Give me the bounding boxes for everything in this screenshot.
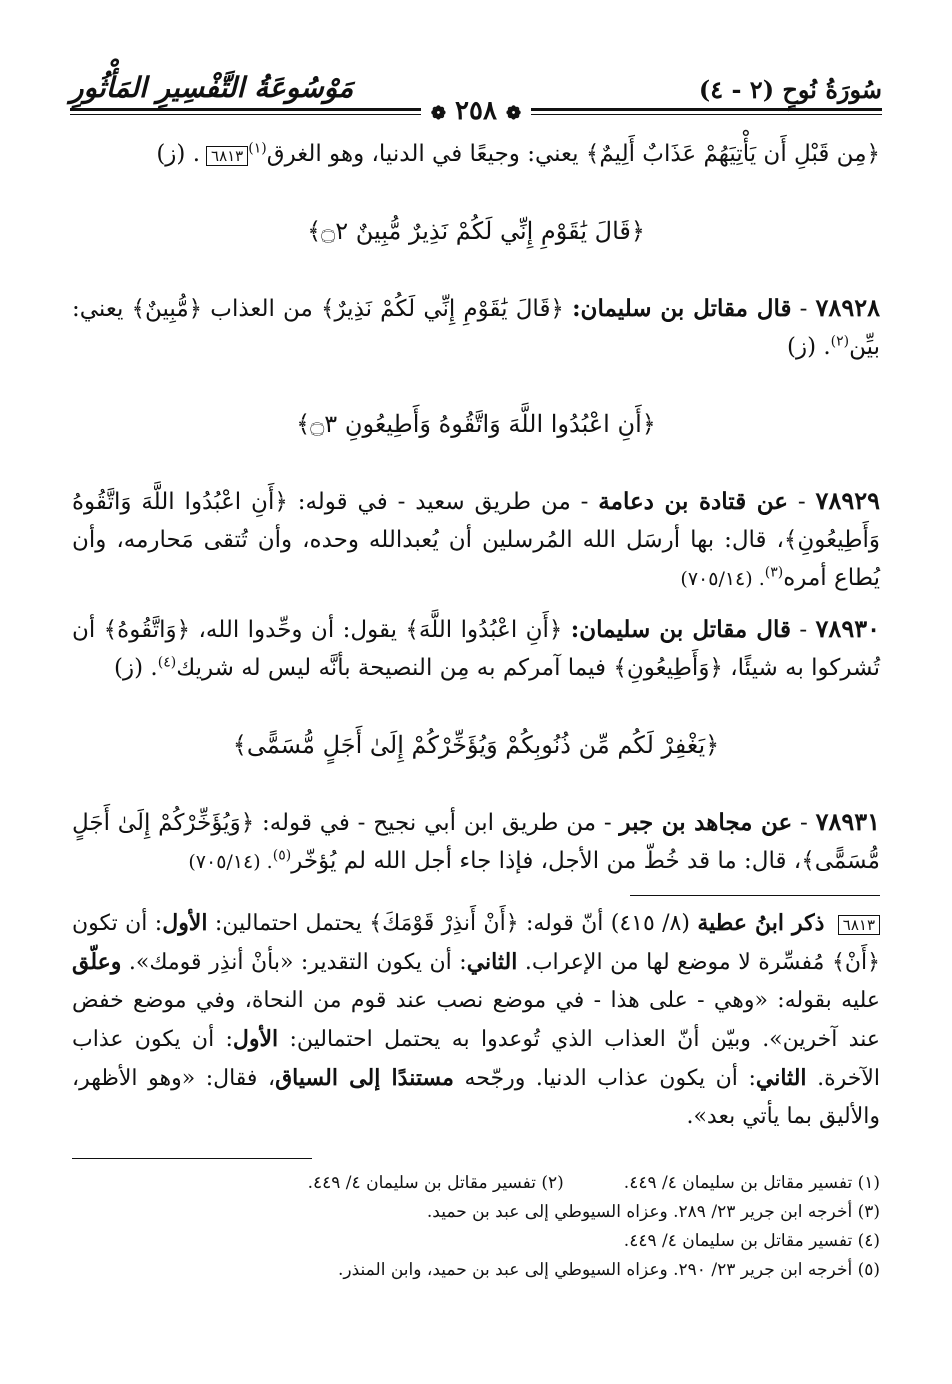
source-mark: . (٧٠٥/١٤) — [188, 851, 273, 873]
footnote-3: (٣) أخرجه ابن جرير ٢٣/ ٢٨٩. وعزاه السيوطي إلى عبد بن حميد. — [426, 1202, 880, 1222]
comment-ref-box[interactable]: ٦٨١٣ — [206, 146, 248, 166]
narration-text: ﴿قَالَ يَٰقَوْمِ إِنِّي لَكُمْ نَذِيرٌ﴾ من العذاب ﴿مُّبِينٌ﴾ يعني: بيِّن — [72, 296, 880, 360]
page-number: ٢٥٨ — [455, 96, 497, 126]
comment-reason: مستندًا إلى السياق — [275, 1065, 454, 1091]
comment-label-first: الأول — [232, 1026, 279, 1052]
footnote-ref[interactable]: (١) — [248, 140, 267, 157]
comment-text: : أن يكون عذاب الآخرة. — [72, 1027, 880, 1091]
source-mark: . (٧٠٥/١٤) — [680, 568, 765, 590]
narration-78930: ٧٨٩٣٠ - قال مقاتل بن سليمان: ﴿أَنِ اعْبُدُوا اللَّهَ﴾ يقول: أن وحِّدوا الله، ﴿وَاتَّقُوهُ﴾ أن تُشركوا به شيئًا، ﴿وَأَطِيعُونِ﴾ فيما آمركم به مِن النصيحة بأنَّه ليس له شريك$^{(٤)}$. (ز) — [72, 614, 880, 681]
series-title: مَوْسُوعَةُ التَّفْسِيرِ المَأْثُورِ — [70, 71, 354, 104]
comment-label-first: الأول — [162, 910, 208, 936]
narrator-name: قال مقاتل بن سليمان: — [570, 616, 791, 643]
intro-paragraph — [72, 135, 880, 173]
comment-text: عليه بقوله: «وهي - على هذا - في موضع نصب عند قوم من النحاة، وفي موضع خفض عند آخرين». وبيّن أنّ العذاب الذي تُوعدوا به يحتمل احتمالين: — [72, 988, 880, 1052]
page-header — [70, 70, 882, 126]
source-mark: . (ز) — [156, 141, 201, 167]
footnote-5: (٥) أخرجه ابن جرير ٢٣/ ٢٩٠. وعزاه السيوطي إلى عبد بن حميد، وابن المنذر. — [338, 1260, 880, 1280]
footnote-ref[interactable]: (٣) — [764, 564, 784, 581]
comment-lead: ذكر ابنُ عطية — [697, 910, 825, 936]
comment-number-box: ٦٨١٣ — [838, 915, 880, 935]
narration-number: ٧٨٩٢٨ — [815, 293, 880, 322]
footnote-row — [72, 1169, 880, 1198]
narrator-name: عن مجاهد بن جبر — [619, 809, 793, 836]
narration-text: ﴿أَنِ اعْبُدُوا اللَّهَ﴾ يقول: أن وحِّدوا الله، ﴿وَاتَّقُوهُ﴾ أن تُشركوا به شيئًا، ﴿وَأَطِيعُونِ﴾ فيما آمركم به مِن النصيحة بأنَّه ليس له شريك — [72, 617, 880, 681]
narrator-name: قال مقاتل بن سليمان: — [572, 295, 792, 322]
narration-78928: ٧٨٩٢٨ - قال مقاتل بن سليمان: ﴿قَالَ يَٰقَوْمِ إِنِّي لَكُمْ نَذِيرٌ﴾ من العذاب ﴿مُّبِينٌ﴾ يعني: بيِّن$^{(٢)}$. (ز) — [72, 293, 880, 360]
comment-label-second: الثاني — [755, 1065, 807, 1091]
comment-text: : أن يكون التقدير: «بأنْ أنذِر قومك». — [128, 950, 467, 975]
verse-heading: ﴿أَنِ اعْبُدُوا اللَّهَ وَاتَّقُوهُ وَأَطِيعُونِ ۝٣﴾ — [296, 410, 656, 438]
footnote-4: (٤) تفسير مقاتل بن سليمان ٤/ ٤٤٩. — [623, 1231, 880, 1251]
narration-78929: ٧٨٩٢٩ - عن قتادة بن دعامة - من طريق سعيد - في قوله: ﴿أَنِ اعْبُدُوا اللَّهَ وَاتَّقُوهُ وَأَطِيعُونِ﴾، قال: بها أرسَل الله المُرسلين أن يُعبدالله وحده، وأن تُتقى مَحارمه، وأن يُطاع أمره$^{(٣)}$. (٧٠٥/١٤) — [72, 486, 880, 591]
comment-text: : أن تكون ﴿أَنْ﴾ مُفسِّرة لا موضع لها من الإعراب. — [72, 911, 881, 975]
page-body — [72, 135, 880, 1285]
narration-number: ٧٨٩٢٩ — [815, 486, 880, 515]
narration-number: ٧٨٩٣٠ — [815, 614, 880, 643]
intro-text: يعني: وجيعًا في الدنيا، وهو الغرق — [266, 141, 579, 167]
quran-quote: ﴿مِن قَبْلِ أَن يَأْتِيَهُمْ عَذَابٌ أَلِيمٌ﴾ — [585, 141, 880, 167]
narrator-name: عن قتادة بن دعامة — [598, 488, 789, 515]
footnote-ref[interactable]: (٢) — [830, 333, 850, 350]
commentary-block — [72, 904, 880, 1136]
source-mark: . (ز) — [786, 334, 831, 360]
ornament-right-icon: ❁ — [506, 103, 522, 124]
comment-text: (٨/ ٤١٥) أنّ قوله: ﴿أَنْ أَنذِرْ قَوْمَكَ﴾ يحتمل احتمالين: — [214, 911, 690, 936]
narration-number: ٧٨٩٣١ — [815, 807, 881, 836]
footnote-1: (١) تفسير مقاتل بن سليمان ٤/ ٤٤٩. — [623, 1173, 880, 1193]
page-number-frame — [421, 96, 531, 126]
footnote-ref[interactable]: (٤) — [157, 654, 177, 671]
narration-text: - من طريق سعيد - في قوله: ﴿أَنِ اعْبُدُوا اللَّهَ وَاتَّقُوهُ وَأَطِيعُونِ﴾، قال: بها أرسَل الله المُرسلين أن يُعبدالله وحده، وأن تُتقى مَحارمه، وأن يُطاع أمره — [72, 489, 880, 591]
footnote-ref[interactable]: (٥) — [272, 847, 292, 864]
comment-label-second: الثاني — [466, 949, 518, 975]
narration-78931: ٧٨٩٣١ - عن مجاهد بن جبر - من طريق ابن أبي نجيح - في قوله: ﴿وَيُؤَخِّرْكُمْ إِلَىٰ أَجَلٍ مُّسَمًّى﴾، قال: ما قد خُطّ من الأجل، فإذا جاء أجل الله لم يُؤخّر$^{(٥)}$. (٧٠٥/١٤) — [72, 807, 881, 874]
verse-heading: ﴿يَغْفِرْ لَكُم مِّن ذُنُوبِكُمْ وَيُؤَخِّرْكُمْ إِلَىٰ أَجَلٍ مُّسَمًّى﴾ — [232, 731, 720, 759]
comment-separator — [630, 895, 880, 896]
footnote-separator — [72, 1158, 312, 1159]
source-mark: . (ز) — [114, 655, 158, 681]
comment-label-note: وعلّق — [72, 949, 122, 975]
comment-text: : أن يكون عذاب الدنيا. ورجّحه — [464, 1066, 756, 1091]
verse-heading: ﴿قَالَ يَٰقَوْمِ إِنِّي لَكُمْ نَذِيرٌ مُّبِينٌ ۝٢﴾ — [307, 217, 645, 245]
surah-title: سُورَةُ نُوحٍ (٢ - ٤) — [698, 75, 882, 104]
footnote-2: (٢) تفسير مقاتل بن سليمان ٤/ ٤٤٩. — [307, 1173, 564, 1193]
comment-text: ، فقال: «وهو الأظهر، والأليق بما يأتي بعد». — [72, 1066, 880, 1129]
ornament-left-icon: ❁ — [430, 103, 446, 124]
narration-text: - من طريق ابن أبي نجيح - في قوله: ﴿وَيُؤَخِّرْكُمْ إِلَىٰ أَجَلٍ مُّسَمًّى﴾، قال: ما قد خُطّ من الأجل، فإذا جاء أجل الله لم يُؤخّر — [72, 810, 880, 874]
